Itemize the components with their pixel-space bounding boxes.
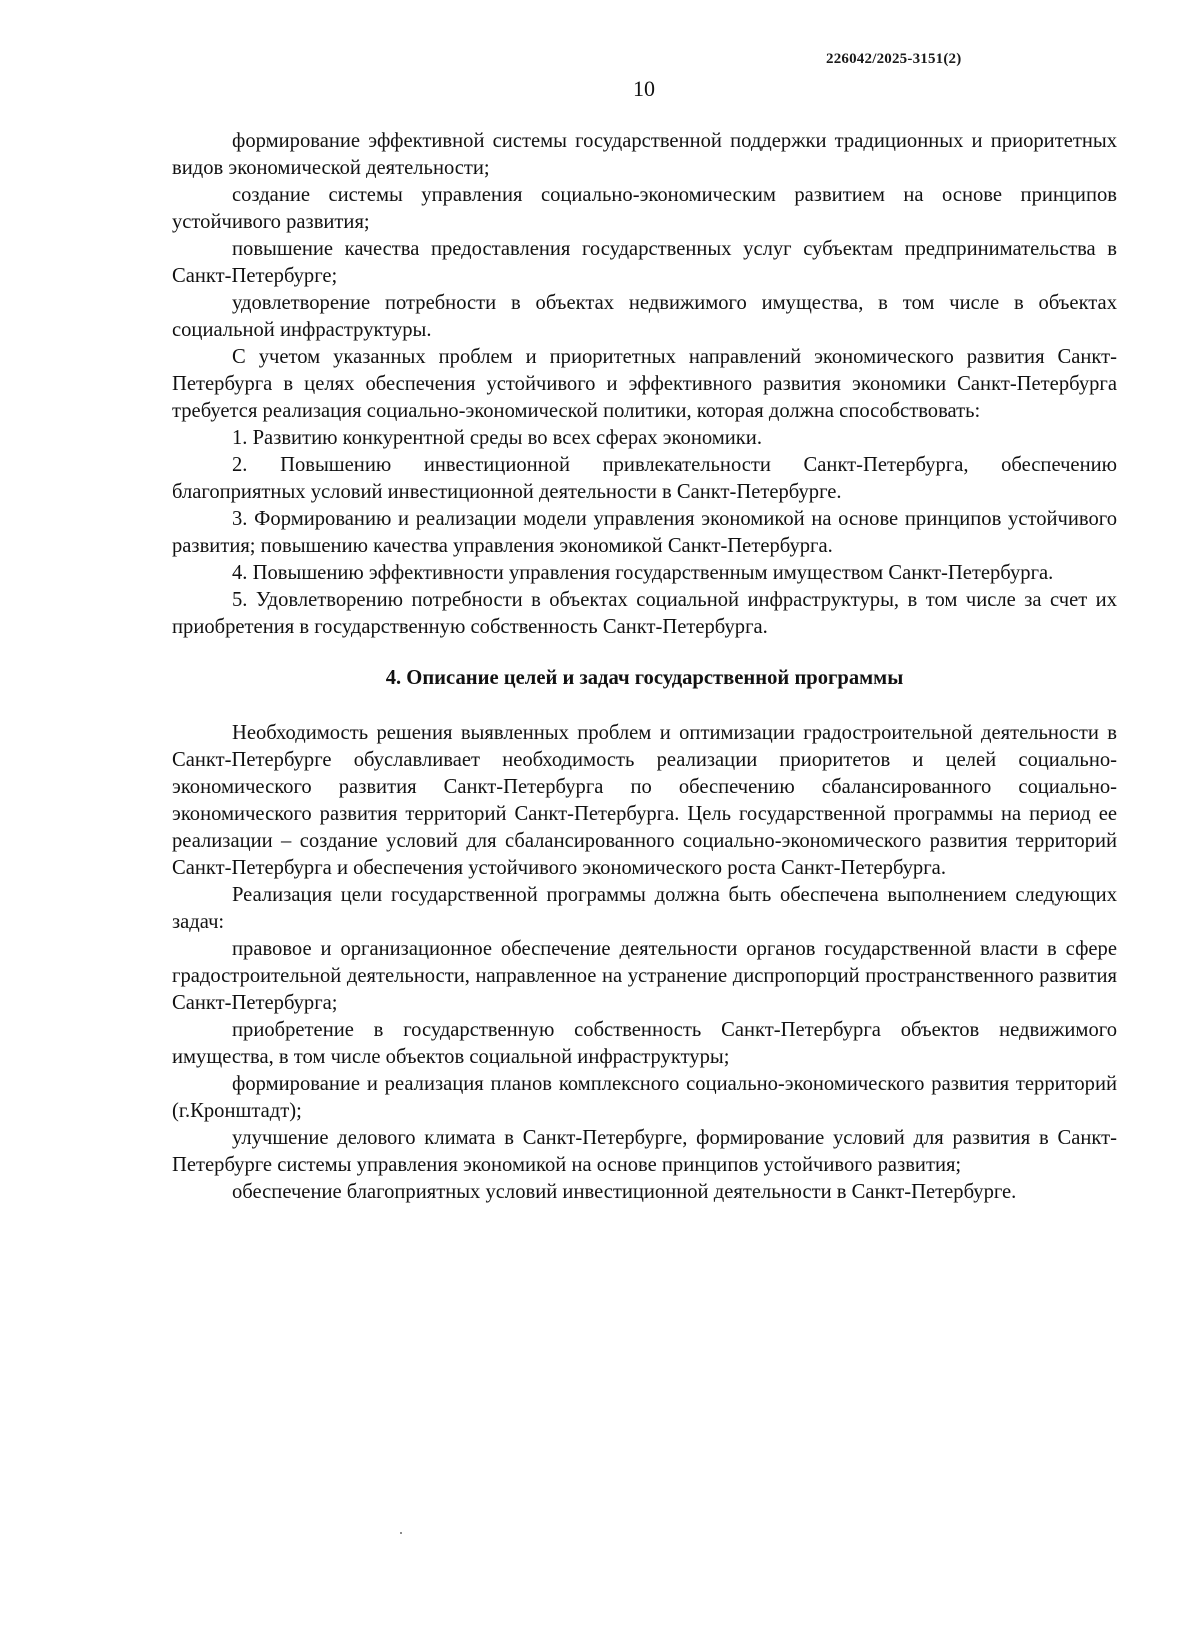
list-item: 5. Удовлетворению потребности в объектах социальной инфраструктуры, в том числе за счет их приобретения в государственную собственность Санкт-Петербурга. xyxy=(172,589,1117,638)
list-item: формирование и реализация планов комплексного социально-экономического развития территорий (г.Кронштадт); xyxy=(172,1073,1117,1122)
document-body xyxy=(172,128,1117,1206)
section-title: 4. Описание целей и задач государственной программы xyxy=(385,667,904,689)
list-item: правовое и организационное обеспечение деятельности органов государственной власти в сфере градостроительной деятельности, направленное на устранение диспропорций пространственного развития Санкт-Петербурга; xyxy=(172,938,1117,1014)
paragraph: С учетом указанных проблем и приоритетных направлений экономического развития Санкт-Петербурга в целях обеспечения устойчивого и эффективного развития экономики Санкт-Петербурга требуется реализация социально-экономической политики, которая должна способствовать: xyxy=(172,346,1117,422)
list-item: 4. Повышению эффективности управления государственным имуществом Санкт-Петербурга. xyxy=(232,562,1054,584)
paragraph: создание системы управления социально-экономическим развитием на основе принципов устойчивого развития; xyxy=(172,184,1117,233)
document-id: 226042/2025-3151(2) xyxy=(826,51,962,67)
list-item: 1. Развитию конкурентной среды во всех сферах экономики. xyxy=(232,427,762,449)
list-item: обеспечение благоприятных условий инвестиционной деятельности в Санкт-Петербурге. xyxy=(232,1181,1017,1203)
scan-artifact xyxy=(400,1532,402,1534)
paragraph: формирование эффективной системы государственной поддержки традиционных и приоритетных видов экономической деятельности; xyxy=(172,130,1117,179)
list-item: приобретение в государственную собственность Санкт-Петербурга объектов недвижимого имущества, в том числе объектов социальной инфраструктуры; xyxy=(172,1019,1117,1068)
paragraph: Реализация цели государственной программы должна быть обеспечена выполнением следующих задач: xyxy=(172,884,1117,933)
paragraph: повышение качества предоставления государственных услуг субъектам предпринимательства в Санкт-Петербурге; xyxy=(172,238,1117,287)
list-item: 2. Повышению инвестиционной привлекательности Санкт-Петербурга, обеспечению благоприятных условий инвестиционной деятельности в Санкт-Петербурге. xyxy=(172,454,1117,503)
list-item: улучшение делового климата в Санкт-Петербурге, формирование условий для развития в Санкт-Петербурге системы управления экономикой на основе принципов устойчивого развития; xyxy=(172,1127,1117,1176)
list-item: 3. Формированию и реализации модели управления экономикой на основе принципов устойчивого развития; повышению качества управления экономикой Санкт-Петербурга. xyxy=(172,508,1117,557)
paragraph: удовлетворение потребности в объектах недвижимого имущества, в том числе в объектах социальной инфраструктуры. xyxy=(172,292,1117,341)
paragraph: Необходимость решения выявленных проблем и оптимизации градостроительной деятельности в Санкт-Петербурге обуславливает необходимость реализации приоритетов и целей социально-экономического развития Санкт-Петербурга по обеспечению сбалансированного социально-экономического развития территорий Санкт-Петербурга. Цель государственной программы на период ее реализации – создание условий для сбалансированного социально-экономического развития территорий Санкт-Петербурга и обеспечения устойчивого экономического роста Санкт-Петербурга. xyxy=(172,722,1117,879)
page-number: 10 xyxy=(633,76,655,101)
